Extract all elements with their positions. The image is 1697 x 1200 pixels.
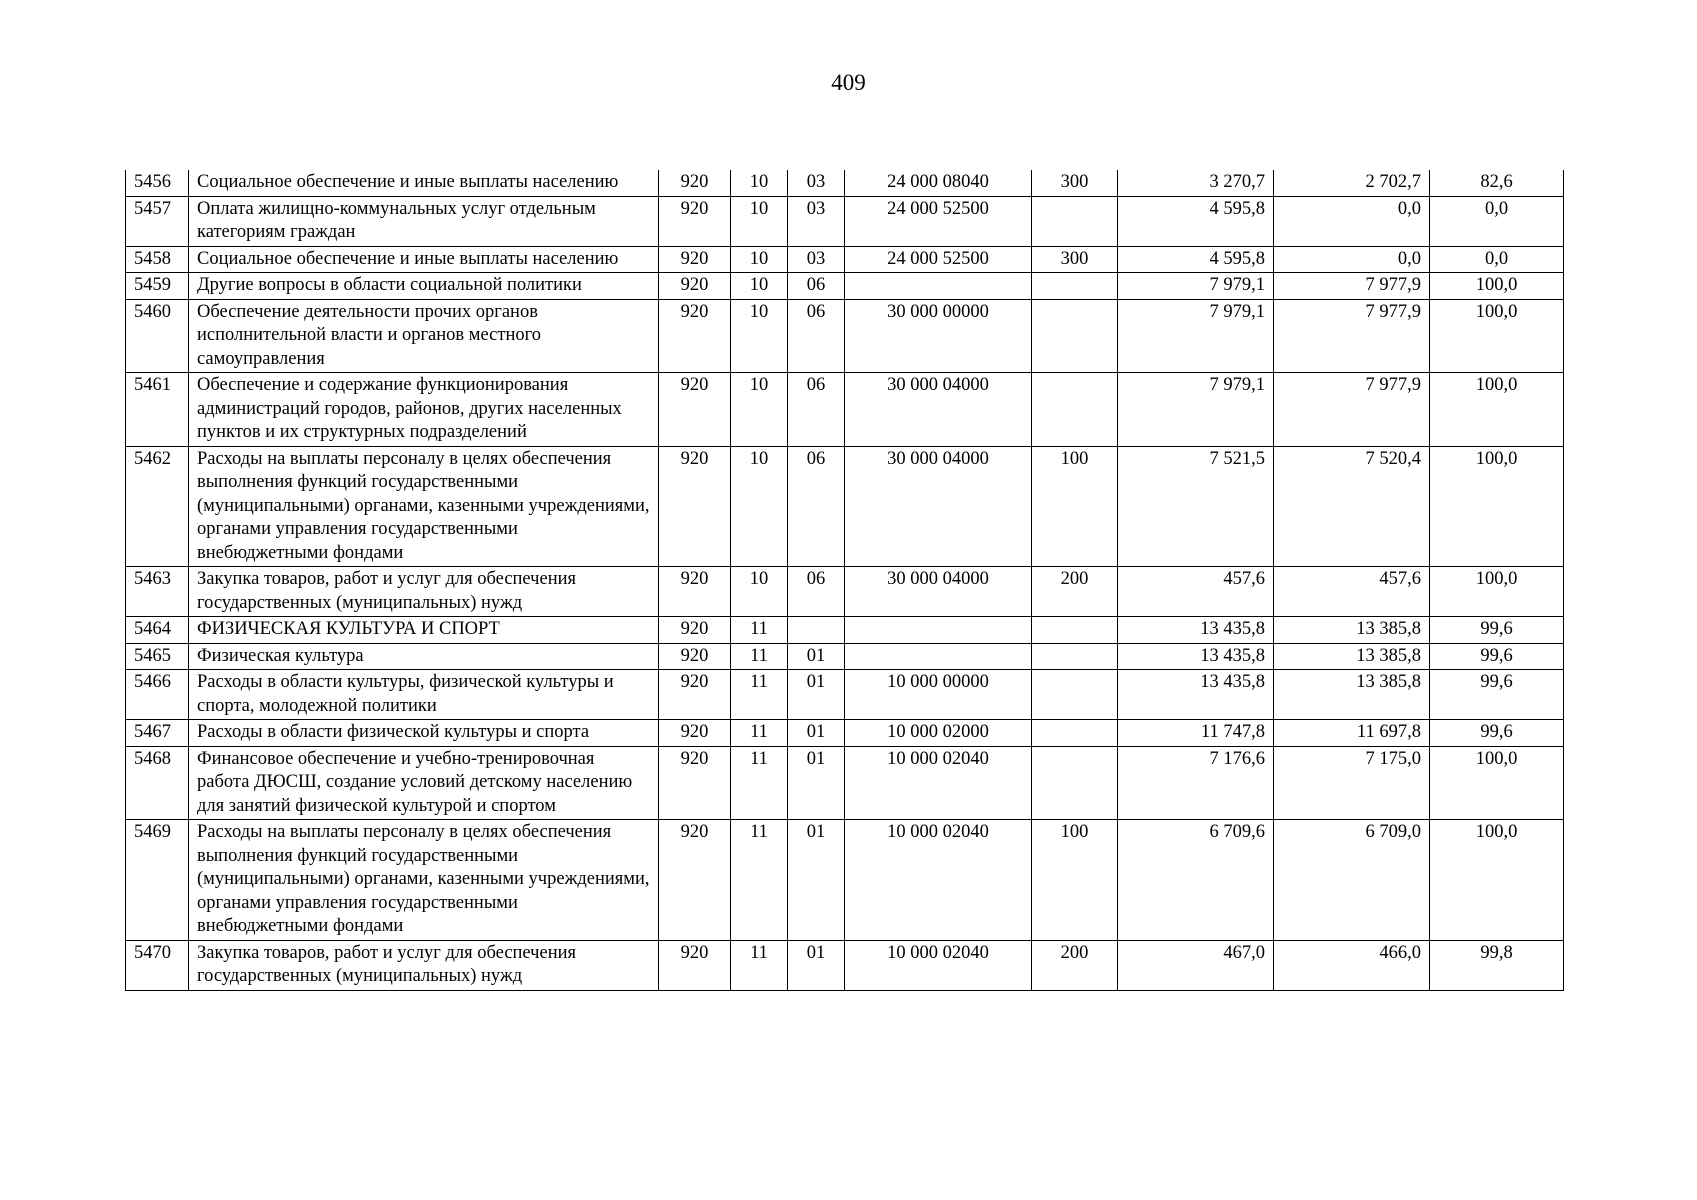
subsection-code-cell: 06 bbox=[788, 373, 845, 447]
target-article-cell: 30 000 00000 bbox=[845, 299, 1032, 373]
expense-type-cell: 300 bbox=[1032, 170, 1118, 196]
row-number-cell: 5459 bbox=[126, 273, 189, 300]
table-row bbox=[126, 643, 1564, 670]
expense-type-cell bbox=[1032, 273, 1118, 300]
section-code-cell: 10 bbox=[731, 373, 788, 447]
budget-table bbox=[125, 170, 1564, 991]
execution-percent-cell: 99,6 bbox=[1430, 617, 1564, 644]
item-name-cell: Финансовое обеспечение и учебно-тренировочная работа ДЮСШ, создание условий детскому населению для занятий физической культурой и спортом bbox=[189, 746, 659, 820]
execution-percent-cell: 99,6 bbox=[1430, 720, 1564, 747]
table-row bbox=[126, 940, 1564, 990]
execution-percent-cell: 99,8 bbox=[1430, 940, 1564, 990]
expense-type-cell bbox=[1032, 617, 1118, 644]
execution-percent-cell: 99,6 bbox=[1430, 670, 1564, 720]
section-code-cell: 11 bbox=[731, 940, 788, 990]
expense-type-cell: 200 bbox=[1032, 567, 1118, 617]
subsection-code-cell: 01 bbox=[788, 670, 845, 720]
planned-amount-cell: 7 176,6 bbox=[1118, 746, 1274, 820]
execution-percent-cell: 100,0 bbox=[1430, 299, 1564, 373]
execution-percent-cell: 100,0 bbox=[1430, 446, 1564, 567]
subsection-code-cell: 03 bbox=[788, 170, 845, 196]
actual-amount-cell: 6 709,0 bbox=[1274, 820, 1430, 941]
table-row bbox=[126, 373, 1564, 447]
expense-type-cell: 100 bbox=[1032, 446, 1118, 567]
section-code-cell: 11 bbox=[731, 670, 788, 720]
execution-percent-cell: 82,6 bbox=[1430, 170, 1564, 196]
execution-percent-cell: 100,0 bbox=[1430, 273, 1564, 300]
row-number-cell: 5465 bbox=[126, 643, 189, 670]
item-name-cell: Другие вопросы в области социальной политики bbox=[189, 273, 659, 300]
actual-amount-cell: 7 977,9 bbox=[1274, 273, 1430, 300]
item-name-cell: Расходы на выплаты персоналу в целях обеспечения выполнения функций государственными (муниципальными) органами, казенными учреждениями, органами управления государственными внебюджетными фондами bbox=[189, 446, 659, 567]
actual-amount-cell: 11 697,8 bbox=[1274, 720, 1430, 747]
department-code-cell: 920 bbox=[659, 446, 731, 567]
planned-amount-cell: 7 979,1 bbox=[1118, 299, 1274, 373]
planned-amount-cell: 3 270,7 bbox=[1118, 170, 1274, 196]
target-article-cell: 30 000 04000 bbox=[845, 373, 1032, 447]
execution-percent-cell: 0,0 bbox=[1430, 246, 1564, 273]
department-code-cell: 920 bbox=[659, 746, 731, 820]
subsection-code-cell: 03 bbox=[788, 196, 845, 246]
target-article-cell: 24 000 52500 bbox=[845, 196, 1032, 246]
target-article-cell: 10 000 00000 bbox=[845, 670, 1032, 720]
table-row bbox=[126, 299, 1564, 373]
execution-percent-cell: 100,0 bbox=[1430, 373, 1564, 447]
section-code-cell: 10 bbox=[731, 567, 788, 617]
table-body bbox=[126, 170, 1564, 990]
department-code-cell: 920 bbox=[659, 273, 731, 300]
section-code-cell: 10 bbox=[731, 246, 788, 273]
planned-amount-cell: 11 747,8 bbox=[1118, 720, 1274, 747]
item-name-cell: Социальное обеспечение и иные выплаты населению bbox=[189, 246, 659, 273]
actual-amount-cell: 2 702,7 bbox=[1274, 170, 1430, 196]
item-name-cell: Обеспечение деятельности прочих органов исполнительной власти и органов местного самоуправления bbox=[189, 299, 659, 373]
department-code-cell: 920 bbox=[659, 373, 731, 447]
table-row bbox=[126, 617, 1564, 644]
planned-amount-cell: 13 435,8 bbox=[1118, 617, 1274, 644]
execution-percent-cell: 100,0 bbox=[1430, 746, 1564, 820]
row-number-cell: 5466 bbox=[126, 670, 189, 720]
department-code-cell: 920 bbox=[659, 196, 731, 246]
item-name-cell: Социальное обеспечение и иные выплаты населению bbox=[189, 170, 659, 196]
item-name-cell: Обеспечение и содержание функционирования администраций городов, районов, других населенных пунктов и их структурных подразделений bbox=[189, 373, 659, 447]
planned-amount-cell: 457,6 bbox=[1118, 567, 1274, 617]
item-name-cell: Оплата жилищно-коммунальных услуг отдельным категориям граждан bbox=[189, 196, 659, 246]
planned-amount-cell: 13 435,8 bbox=[1118, 643, 1274, 670]
subsection-code-cell: 06 bbox=[788, 273, 845, 300]
target-article-cell: 24 000 52500 bbox=[845, 246, 1032, 273]
planned-amount-cell: 467,0 bbox=[1118, 940, 1274, 990]
target-article-cell: 30 000 04000 bbox=[845, 446, 1032, 567]
section-code-cell: 10 bbox=[731, 170, 788, 196]
expense-type-cell bbox=[1032, 670, 1118, 720]
section-code-cell: 10 bbox=[731, 446, 788, 567]
target-article-cell: 10 000 02000 bbox=[845, 720, 1032, 747]
subsection-code-cell: 01 bbox=[788, 720, 845, 747]
department-code-cell: 920 bbox=[659, 567, 731, 617]
department-code-cell: 920 bbox=[659, 720, 731, 747]
page-number: 409 bbox=[831, 70, 866, 95]
planned-amount-cell: 7 979,1 bbox=[1118, 373, 1274, 447]
row-number-cell: 5467 bbox=[126, 720, 189, 747]
planned-amount-cell: 13 435,8 bbox=[1118, 670, 1274, 720]
target-article-cell bbox=[845, 643, 1032, 670]
row-number-cell: 5458 bbox=[126, 246, 189, 273]
row-number-cell: 5461 bbox=[126, 373, 189, 447]
expense-type-cell bbox=[1032, 746, 1118, 820]
section-code-cell: 11 bbox=[731, 720, 788, 747]
item-name-cell: ФИЗИЧЕСКАЯ КУЛЬТУРА И СПОРТ bbox=[189, 617, 659, 644]
subsection-code-cell: 06 bbox=[788, 299, 845, 373]
department-code-cell: 920 bbox=[659, 643, 731, 670]
row-number-cell: 5469 bbox=[126, 820, 189, 941]
section-code-cell: 11 bbox=[731, 820, 788, 941]
row-number-cell: 5457 bbox=[126, 196, 189, 246]
table-row bbox=[126, 746, 1564, 820]
planned-amount-cell: 6 709,6 bbox=[1118, 820, 1274, 941]
section-code-cell: 10 bbox=[731, 196, 788, 246]
actual-amount-cell: 7 175,0 bbox=[1274, 746, 1430, 820]
actual-amount-cell: 13 385,8 bbox=[1274, 617, 1430, 644]
section-code-cell: 10 bbox=[731, 299, 788, 373]
table-row bbox=[126, 246, 1564, 273]
expense-type-cell: 100 bbox=[1032, 820, 1118, 941]
section-code-cell: 11 bbox=[731, 746, 788, 820]
planned-amount-cell: 4 595,8 bbox=[1118, 246, 1274, 273]
department-code-cell: 920 bbox=[659, 670, 731, 720]
department-code-cell: 920 bbox=[659, 940, 731, 990]
item-name-cell: Закупка товаров, работ и услуг для обеспечения государственных (муниципальных) нужд bbox=[189, 940, 659, 990]
row-number-cell: 5464 bbox=[126, 617, 189, 644]
subsection-code-cell: 01 bbox=[788, 746, 845, 820]
actual-amount-cell: 0,0 bbox=[1274, 246, 1430, 273]
table-row bbox=[126, 567, 1564, 617]
expense-type-cell bbox=[1032, 196, 1118, 246]
planned-amount-cell: 7 521,5 bbox=[1118, 446, 1274, 567]
department-code-cell: 920 bbox=[659, 617, 731, 644]
table-row bbox=[126, 170, 1564, 196]
target-article-cell: 24 000 08040 bbox=[845, 170, 1032, 196]
subsection-code-cell: 01 bbox=[788, 643, 845, 670]
expense-type-cell bbox=[1032, 299, 1118, 373]
target-article-cell: 10 000 02040 bbox=[845, 746, 1032, 820]
table-row bbox=[126, 820, 1564, 941]
execution-percent-cell: 100,0 bbox=[1430, 820, 1564, 941]
section-code-cell: 11 bbox=[731, 617, 788, 644]
planned-amount-cell: 4 595,8 bbox=[1118, 196, 1274, 246]
subsection-code-cell: 06 bbox=[788, 446, 845, 567]
row-number-cell: 5463 bbox=[126, 567, 189, 617]
section-code-cell: 10 bbox=[731, 273, 788, 300]
item-name-cell: Закупка товаров, работ и услуг для обеспечения государственных (муниципальных) нужд bbox=[189, 567, 659, 617]
row-number-cell: 5460 bbox=[126, 299, 189, 373]
execution-percent-cell: 0,0 bbox=[1430, 196, 1564, 246]
department-code-cell: 920 bbox=[659, 820, 731, 941]
section-code-cell: 11 bbox=[731, 643, 788, 670]
target-article-cell bbox=[845, 617, 1032, 644]
department-code-cell: 920 bbox=[659, 299, 731, 373]
row-number-cell: 5468 bbox=[126, 746, 189, 820]
item-name-cell: Расходы в области культуры, физической культуры и спорта, молодежной политики bbox=[189, 670, 659, 720]
table-row bbox=[126, 446, 1564, 567]
subsection-code-cell: 01 bbox=[788, 820, 845, 941]
target-article-cell: 10 000 02040 bbox=[845, 940, 1032, 990]
actual-amount-cell: 13 385,8 bbox=[1274, 643, 1430, 670]
subsection-code-cell: 03 bbox=[788, 246, 845, 273]
actual-amount-cell: 466,0 bbox=[1274, 940, 1430, 990]
expense-type-cell bbox=[1032, 720, 1118, 747]
target-article-cell bbox=[845, 273, 1032, 300]
expense-type-cell bbox=[1032, 643, 1118, 670]
execution-percent-cell: 99,6 bbox=[1430, 643, 1564, 670]
expense-type-cell bbox=[1032, 373, 1118, 447]
actual-amount-cell: 7 977,9 bbox=[1274, 373, 1430, 447]
expense-type-cell: 200 bbox=[1032, 940, 1118, 990]
actual-amount-cell: 457,6 bbox=[1274, 567, 1430, 617]
department-code-cell: 920 bbox=[659, 246, 731, 273]
planned-amount-cell: 7 979,1 bbox=[1118, 273, 1274, 300]
item-name-cell: Расходы в области физической культуры и спорта bbox=[189, 720, 659, 747]
row-number-cell: 5462 bbox=[126, 446, 189, 567]
target-article-cell: 10 000 02040 bbox=[845, 820, 1032, 941]
actual-amount-cell: 0,0 bbox=[1274, 196, 1430, 246]
table-row bbox=[126, 670, 1564, 720]
table-row bbox=[126, 720, 1564, 747]
department-code-cell: 920 bbox=[659, 170, 731, 196]
subsection-code-cell bbox=[788, 617, 845, 644]
target-article-cell: 30 000 04000 bbox=[845, 567, 1032, 617]
subsection-code-cell: 06 bbox=[788, 567, 845, 617]
subsection-code-cell: 01 bbox=[788, 940, 845, 990]
table-row bbox=[126, 273, 1564, 300]
row-number-cell: 5456 bbox=[126, 170, 189, 196]
row-number-cell: 5470 bbox=[126, 940, 189, 990]
expense-type-cell: 300 bbox=[1032, 246, 1118, 273]
actual-amount-cell: 7 520,4 bbox=[1274, 446, 1430, 567]
actual-amount-cell: 13 385,8 bbox=[1274, 670, 1430, 720]
execution-percent-cell: 100,0 bbox=[1430, 567, 1564, 617]
item-name-cell: Расходы на выплаты персоналу в целях обеспечения выполнения функций государственными (муниципальными) органами, казенными учреждениями, органами управления государственными внебюджетными фондами bbox=[189, 820, 659, 941]
actual-amount-cell: 7 977,9 bbox=[1274, 299, 1430, 373]
table-row bbox=[126, 196, 1564, 246]
item-name-cell: Физическая культура bbox=[189, 643, 659, 670]
